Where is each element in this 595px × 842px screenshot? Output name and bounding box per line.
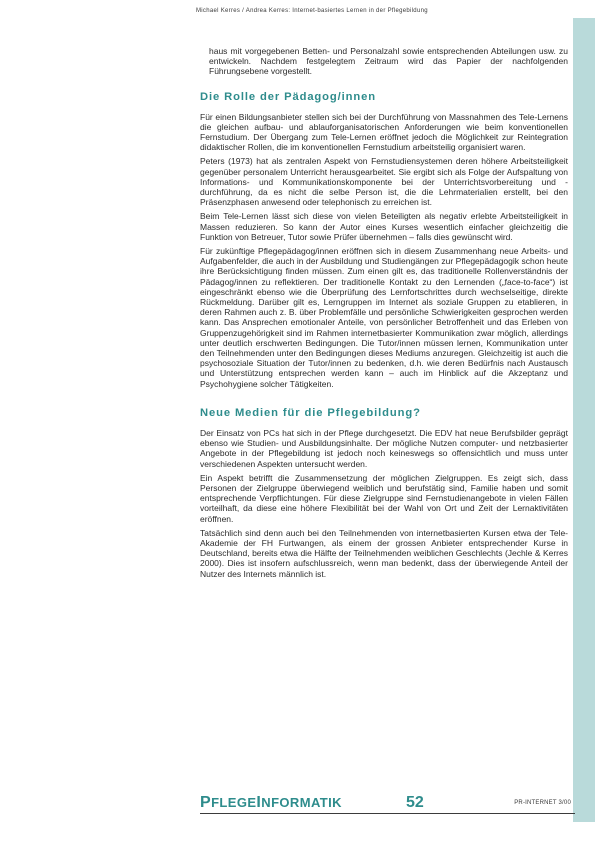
footer-rule bbox=[200, 813, 575, 814]
brand-part: FLEGE bbox=[211, 795, 257, 810]
brand-initial: P bbox=[200, 794, 212, 811]
brand-part: NFORMATIK bbox=[261, 795, 342, 810]
page-number: 52 bbox=[406, 794, 424, 811]
paragraph: Für zukünftige Pflegepädagog/innen eröffnen sich in diesem Zusammenhang neue Arbeits- und Aufgabenfelder, die auch in der Ausbildung und Studiengängen zur Pflegepädagogik schon heute ihre Berücksichtigung finden müssen. Zum einen gilt es, das traditionelle Rollenverständnis der Pädagog/innen zu reflektieren. Der traditionelle Kontakt zu den Lernenden („face-to-face“) ist eingeschränkt ebenso wie die Überprüfung des Lernfortschrittes durch wechselseitige, direkte Rückmeldung. Darüber gilt es, Lerngruppen im Internet als soziale Gruppen zu etablieren, in deren Rahmen auch z. B. über Problemfälle und persönliche Schwierigkeiten gesprochen werden kann. Das Ansprechen emotionaler Anteile, von persönlicher Betroffenheit und das Erleben von Gruppenzugehörigkeit sind im Rahmen internetbasierter Kommunikation zwar möglich, allerdings unter deutlich erschwerten Bedingungen. Die Tutor/innen müssen lernen, Kommunikation unter den Teilnehmenden unter den Bedingungen dieses Mediums anzuregen. Gleichzeitig ist auch die psychosoziale Situation der Tutor/innen zu bedenken, d.h. wie deren Bedürfnis nach Austausch und Unterstützung entsprechen werden kann – auch im Hinblick auf die Akzeptanz und Psychohygiene solcher Tätigkeiten. bbox=[200, 246, 568, 389]
section-heading-neue-medien: Neue Medien für die Pflegebildung? bbox=[200, 406, 421, 419]
section-heading-rolle: Die Rolle der Pädagog/innen bbox=[200, 90, 376, 103]
issue-label: PR-INTERNET 3/00 bbox=[514, 800, 571, 806]
running-head: Michael Kerres / Andrea Kerres: Internet-basiertes Lernen in der Pflegebildung bbox=[196, 8, 428, 14]
paragraph: Tatsächlich sind denn auch bei den Teilnehmenden von internetbasierten Kursen etwa der Tele-Akademie der FH Furtwangen, als einem der grossen Anbieter entsprechender Kurse in Deutschland, bereits etwa die Hälfte der Teilnehmenden weiblichen Geschlechts (Jechle & Kerres 2000). Dies ist insofern aufschlussreich, wenn man bedenkt, dass der überwiegende Anteil der Nutzer des Internets männlich ist. bbox=[200, 527, 568, 579]
magazine-brand bbox=[200, 794, 342, 812]
paragraph: Ein Aspekt betrifft die Zusammensetzung der möglichen Zielgruppen. Es zeigt sich, dass Personen der Zielgruppe überwiegend weiblich und berufstätig sind, Familie haben und somit entsprechende Verpflichtungen. Für diese Zielgruppe sind Fernstudienangebote in vielen Fällen vorteilhaft, da diese eine höhere Flexibilität bei der Wahl von Ort und Zeit der Lernaktivitäten eröffnen. bbox=[200, 472, 568, 524]
sidebar-bar bbox=[573, 18, 595, 822]
article-body bbox=[200, 46, 568, 583]
continuation-paragraph: haus mit vorgegebenen Betten- und Personalzahl sowie entsprechenden Abteilungen usw. zu entwickeln. Nachdem festgelegtem Zeitraum wird das Papier der nachfolgenden Führungsebene vorgestellt. bbox=[209, 46, 568, 77]
paragraph: Für einen Bildungsanbieter stellen sich bei der Durchführung von Massnahmen des Tele-Lernens die gleichen aufbau- und ablauforganisatorischen Anforderungen wie beim konventionellen Fernstudium. Der Übergang zum Tele-Lernen eröffnet jedoch die Möglichkeit zur Reintegration didaktischer Rollen, die im konventionellen Fernstudium arbeitsteilig organisiert waren. bbox=[200, 111, 568, 153]
paragraph: Peters (1973) hat als zentralen Aspekt von Fernstudiensystemen deren höhere Arbeitsteiligkeit gegenüber personalem Unterricht herausgearbeitet. Sie ergibt sich als Folge der Aufspaltung von Informations- und Kommunikationskomponente bei der Unterrichtsvorbereitung und -durchführung, da es nicht die selbe Person ist, die die Lehrmaterialien erstellt, bei den Präsenzphasen anwesend oder telephonisch zu erreichen ist. bbox=[200, 156, 568, 208]
page-footer bbox=[200, 794, 575, 820]
paragraph: Der Einsatz von PCs hat sich in der Pflege durchgesetzt. Die EDV hat neue Berufsbilder geprägt ebenso wie Studien- und Ausbildungsinhalte. Der mögliche Nutzen computer- und netzbasierter Angebote in der Pflegebildung ist jedoch noch keineswegs so offensichtlich und muss unter verschiedenen Aspekten untersucht werden. bbox=[200, 427, 568, 469]
paragraph: Beim Tele-Lernen lässt sich diese von vielen Beteiligten als negativ erlebte Arbeitsteiligkeit in Massen reduzieren. So kann der Autor eines Kurses wesentlich einfacher gleichzeitig die Funktion von Betreuer, Tutor sowie Prüfer übernehmen – falls dies gewünscht wird. bbox=[200, 211, 568, 242]
brand-initial: I bbox=[256, 794, 262, 811]
